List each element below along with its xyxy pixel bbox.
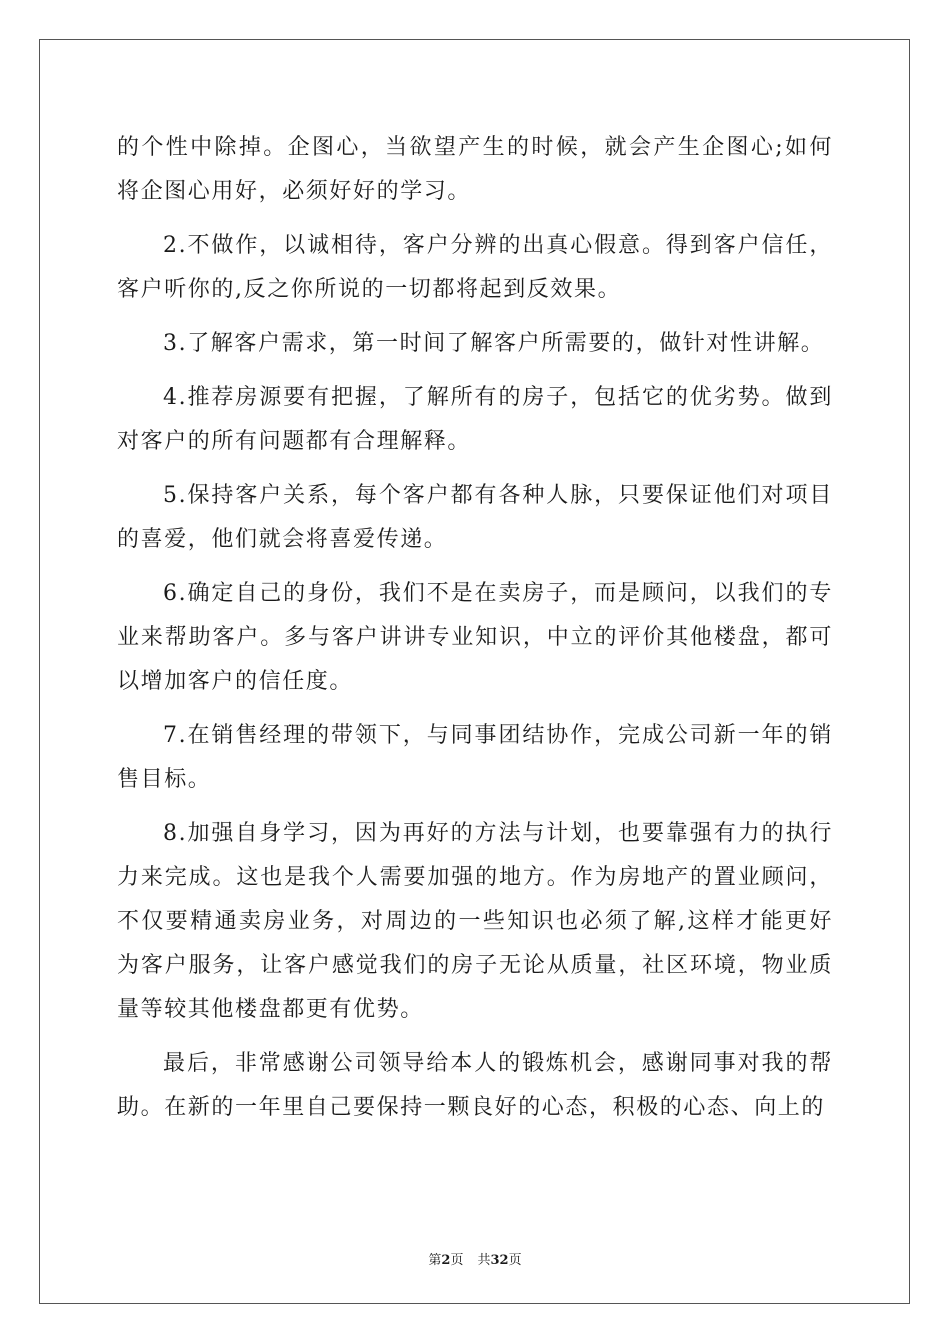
- document-body: [117, 126, 833, 1130]
- paragraph-closing: 最后，非常感谢公司领导给本人的锻炼机会，感谢同事对我的帮助。在新的一年里自己要保持一颗良好的心态，积极的心态、向上的: [117, 1051, 833, 1120]
- paragraph-item-2: 2.不做作，以诚相待，客户分辨的出真心假意。得到客户信任，客户听你的,反之你所说的一切都将起到反效果。: [117, 233, 833, 302]
- paragraph-item-6: 6.确定自己的身份，我们不是在卖房子，而是顾问，以我们的专业来帮助客户。多与客户讲讲专业知识，中立的评价其他楼盘，都可以增加客户的信任度。: [117, 581, 833, 694]
- paragraph-item-7: 7.在销售经理的带领下，与同事团结协作，完成公司新一年的销售目标。: [117, 723, 833, 792]
- page-label-prefix: 第: [428, 1253, 442, 1268]
- paragraph-item-4: 4.推荐房源要有把握，了解所有的房子，包括它的优劣势。做到对客户的所有问题都有合理解释。: [117, 385, 833, 454]
- paragraph-item-5: 5.保持客户关系，每个客户都有各种人脉，只要保证他们对项目的喜爱，他们就会将喜爱传递。: [117, 483, 833, 552]
- page-label-suffix: 页: [450, 1253, 464, 1268]
- paragraph-item-3: 3.了解客户需求，第一时间了解客户所需要的，做针对性讲解。: [163, 331, 825, 356]
- total-pages: 32: [490, 1253, 509, 1268]
- page-number: 2: [441, 1253, 451, 1268]
- paragraph-continuation: 的个性中除掉。企图心，当欲望产生的时候，就会产生企图心;如何将企图心用好，必须好好的学习。: [117, 135, 833, 204]
- paragraph-item-8: 8.加强自身学习，因为再好的方法与计划，也要靠强有力的执行力来完成。这也是我个人需要加强的地方。作为房地产的置业顾问，不仅要精通卖房业务，对周边的一些知识也必须了解,这样才能更好为客户服务，让客户感觉我们的房子无论从质量，社区环境，物业质量等较其他楼盘都更有优势。: [117, 821, 833, 1022]
- total-label-suffix: 页: [508, 1253, 522, 1268]
- total-label-prefix: 共: [477, 1253, 491, 1268]
- page-footer: [0, 1249, 950, 1268]
